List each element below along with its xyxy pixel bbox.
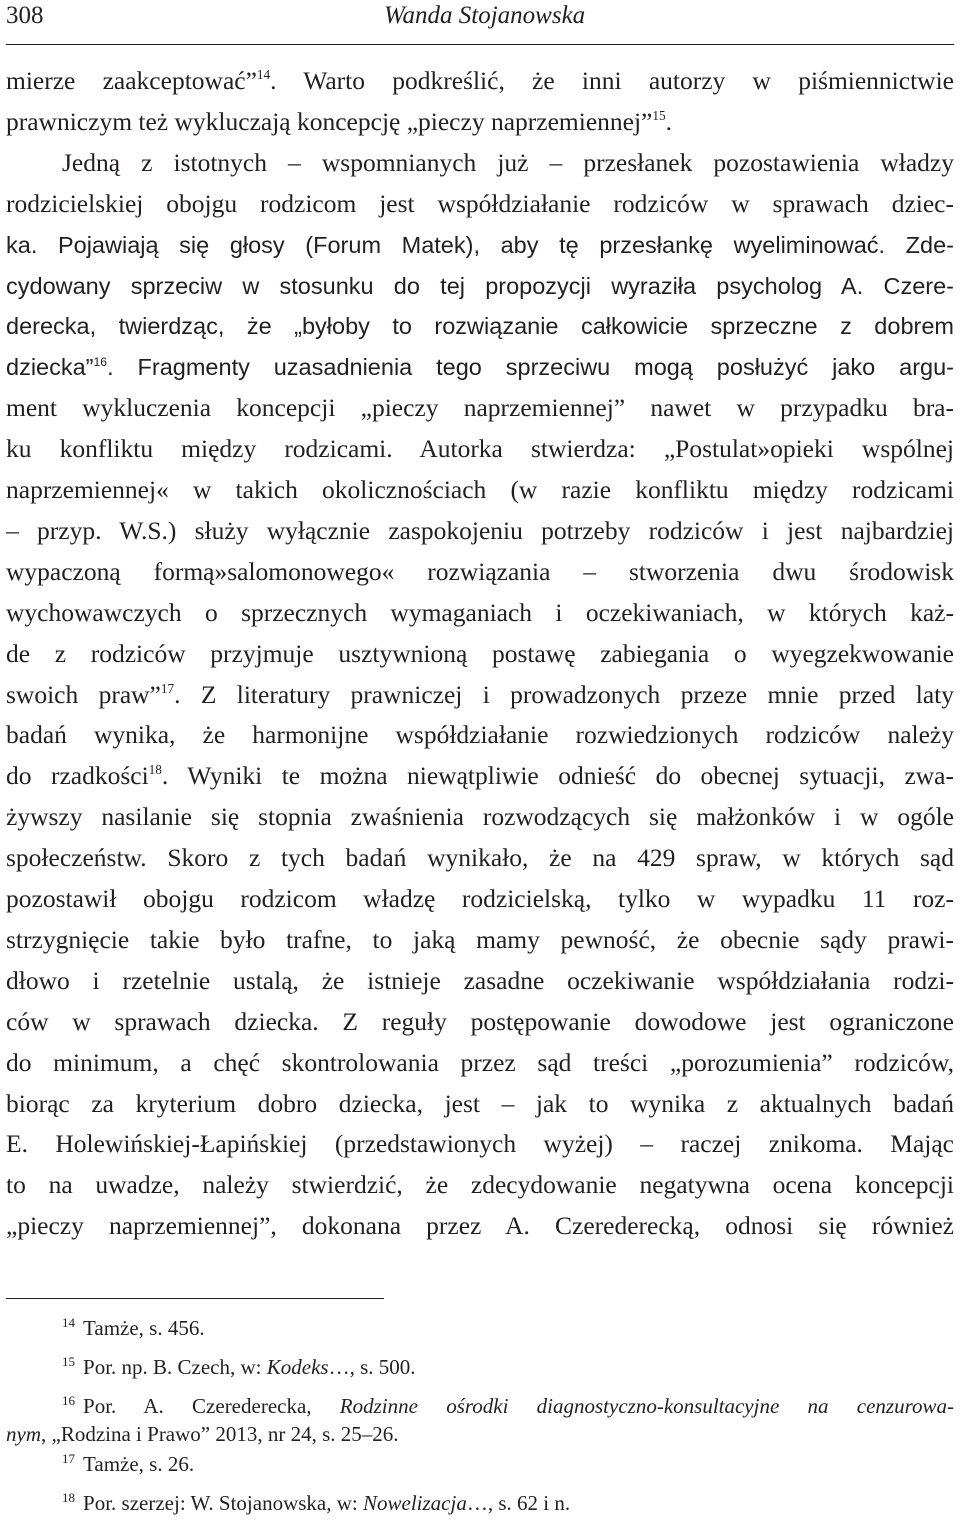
footnote — [62, 1353, 416, 1381]
text-run: . Z literatury prawniczej i prowadzonych przeze mnie przed laty — [174, 679, 954, 709]
text-run: swoich praw” — [6, 679, 161, 709]
text-run: do minimum, a chęć skontrolowania przez sąd treści „porozumienia” rodziców, — [6, 1047, 954, 1077]
text-run: biorąc za kryterium dobro dziecka, jest – jak to wynika z aktualnych badań — [6, 1088, 954, 1118]
body-line — [6, 880, 954, 918]
text-run: Tamże, s. 26. — [83, 1452, 195, 1476]
italic-title: Nowelizacja — [363, 1491, 467, 1515]
footnote-reference: 16 — [93, 355, 108, 370]
body-line — [6, 716, 954, 754]
footnote-reference: 17 — [160, 680, 175, 696]
text-run: …, s. 62 i n. — [466, 1491, 571, 1515]
footnote-separator — [6, 1298, 384, 1299]
text-run: Jedną z istotnych – wspomnianych już – przesłanek pozostawienia władzy — [62, 147, 954, 177]
footnote-number: 15 — [62, 1353, 76, 1369]
footnote-number: 18 — [62, 1489, 76, 1505]
footnote-number: 17 — [62, 1450, 76, 1466]
footnote-reference: 15 — [652, 107, 666, 123]
body-line — [6, 1207, 954, 1245]
text-run: Por. np. B. Czech, w: — [83, 1355, 267, 1379]
text-run: Por. szerzej: W. Stojanowska, w: — [83, 1491, 363, 1515]
text-run: cydowany sprzeciw w stosunku do tej propozycji wyraziła psycholog A. Czere- — [6, 272, 954, 299]
body-line — [6, 635, 954, 673]
text-run: prawniczym też wykluczają koncepcję „pieczy naprzemiennej” — [6, 106, 653, 136]
footnote — [62, 1314, 205, 1342]
body-line — [6, 103, 954, 141]
text-run: to na uwadze, należy stwierdzić, że zdecydowanie negatywna ocena koncepcji — [6, 1170, 954, 1200]
text-run: . Warto podkreślić, że inni autorzy w piśmiennictwie — [270, 66, 954, 95]
page-number: 308 — [6, 2, 44, 29]
body-line — [6, 1044, 954, 1082]
footnote-reference: 18 — [148, 762, 162, 778]
text-run: rodzicielskiej obojgu rodzicom jest współdziałanie rodziców w sprawach dziec- — [6, 188, 954, 218]
text-run: . Fragmenty uzasadnienia tego sprzeciwu mogą posłużyć jako argu- — [107, 354, 954, 381]
body-line — [6, 512, 954, 550]
body-line — [6, 62, 954, 100]
text-run: – przyp. W.S.) służy wyłącznie zaspokojeniu potrzeby rodziców i jest najbardziej — [6, 515, 954, 545]
text-run: badań wynika, że harmonijne współdziałanie rozwiedzionych rodziców należy — [6, 720, 954, 750]
footnote-number: 16 — [62, 1392, 76, 1408]
body-line — [6, 676, 954, 714]
footnote-number: 14 — [62, 1314, 76, 1330]
running-head-author: Wanda Stojanowska — [384, 2, 586, 29]
body-line — [6, 1085, 954, 1123]
footnote — [62, 1392, 954, 1420]
body-line — [62, 144, 954, 182]
text-run: ców w sprawach dziecka. Z reguły postępowanie dowodowe jest ograniczone — [6, 1006, 954, 1036]
body-line — [6, 1003, 954, 1041]
body-line — [6, 307, 954, 345]
body-line — [6, 1166, 954, 1204]
text-run: wychowawczych o sprzecznych wymaganiach i oczekiwaniach, w których każ- — [6, 597, 954, 627]
body-line — [6, 757, 954, 795]
text-run: ku konfliktu między rodzicami. Autorka stwierdza: „Postulat»opieki wspólnej — [6, 434, 954, 464]
body-line — [6, 594, 954, 632]
text-run: …, s. 500. — [328, 1355, 416, 1379]
footnote — [62, 1489, 570, 1517]
running-header — [6, 0, 954, 45]
footnote-reference: 14 — [256, 67, 271, 83]
text-run: mierze zaakceptować” — [6, 66, 257, 95]
body-line — [6, 962, 954, 1000]
body-line — [6, 471, 954, 509]
text-run: . — [665, 106, 672, 136]
body-line — [6, 267, 954, 305]
text-run: dłowo i rzetelnie ustalą, że istnieje zasadne oczekiwanie współdziałania rodzi- — [6, 965, 954, 995]
footnote — [62, 1450, 194, 1478]
text-run: derecka, twierdząc, że „byłoby to rozwiązanie całkowicie sprzeczne z dobrem — [6, 313, 954, 340]
text-run: ka. Pojawiają się głosy (Forum Matek), aby tę przesłankę wyeliminować. Zde- — [6, 231, 954, 258]
text-run: . Wyniki te można niewątpliwie odnieść do obecnej sytuacji, zwa- — [161, 761, 954, 791]
text-run: Por. A. Czerederecka, — [83, 1394, 340, 1418]
footnote-continuation — [6, 1420, 399, 1448]
body-line — [6, 389, 954, 427]
italic-title: Kodeks — [266, 1355, 329, 1379]
text-run: ment wykluczenia koncepcji „pieczy naprzemiennej” nawet w przypadku bra- — [6, 393, 954, 423]
text-run: „pieczy naprzemiennej”, dokonana przez A. Czerederecką, odnosi się również — [6, 1211, 954, 1241]
text-run: de z rodziców przyjmuje usztywnioną postawę zabiegania o wyegzekwowanie — [6, 638, 954, 668]
text-run: Tamże, s. 456. — [83, 1316, 205, 1340]
text-run: do rzadkości — [6, 761, 149, 791]
text-run: , „Rodzina i Prawo” 2013, nr 24, s. 25–26. — [41, 1422, 399, 1446]
body-line — [6, 185, 954, 223]
body-line — [6, 1125, 954, 1163]
body-line — [6, 839, 954, 877]
body-line — [6, 226, 954, 264]
text-run: naprzemiennej« w takich okolicznościach (w razie konfliktu między rodzicami — [6, 475, 954, 504]
body-line — [6, 553, 954, 591]
body-line — [6, 921, 954, 959]
text-run: pozostawił obojgu rodzicom władzę rodzicielską, tylko w wypadku 11 roz- — [6, 884, 954, 913]
body-line — [6, 798, 954, 836]
text-run: społeczeństw. Skoro z tych badań wynikało, że na 429 spraw, w których sąd — [6, 843, 954, 873]
text-run: żywszy nasilanie się stopnia zwaśnienia rozwodzących się małżonków i w ogóle — [6, 802, 954, 832]
italic-title: nym — [6, 1422, 41, 1446]
text-run: wypaczoną formą»salomonowego« rozwiązania – stworzenia dwu środowisk — [6, 556, 954, 586]
text-run: E. Holewińskiej-Łapińskiej (przedstawionych wyżej) – raczej znikoma. Mając — [6, 1129, 954, 1159]
text-run: strzygnięcie takie było trafne, to jaką mamy pewność, że obecnie sądy prawi- — [6, 924, 954, 954]
italic-title: Rodzinne ośrodki diagnostyczno-konsultacyjne na cenzurowa- — [339, 1394, 954, 1418]
body-line — [6, 430, 954, 468]
body-line — [6, 348, 954, 386]
text-run: dziecka” — [6, 354, 94, 381]
